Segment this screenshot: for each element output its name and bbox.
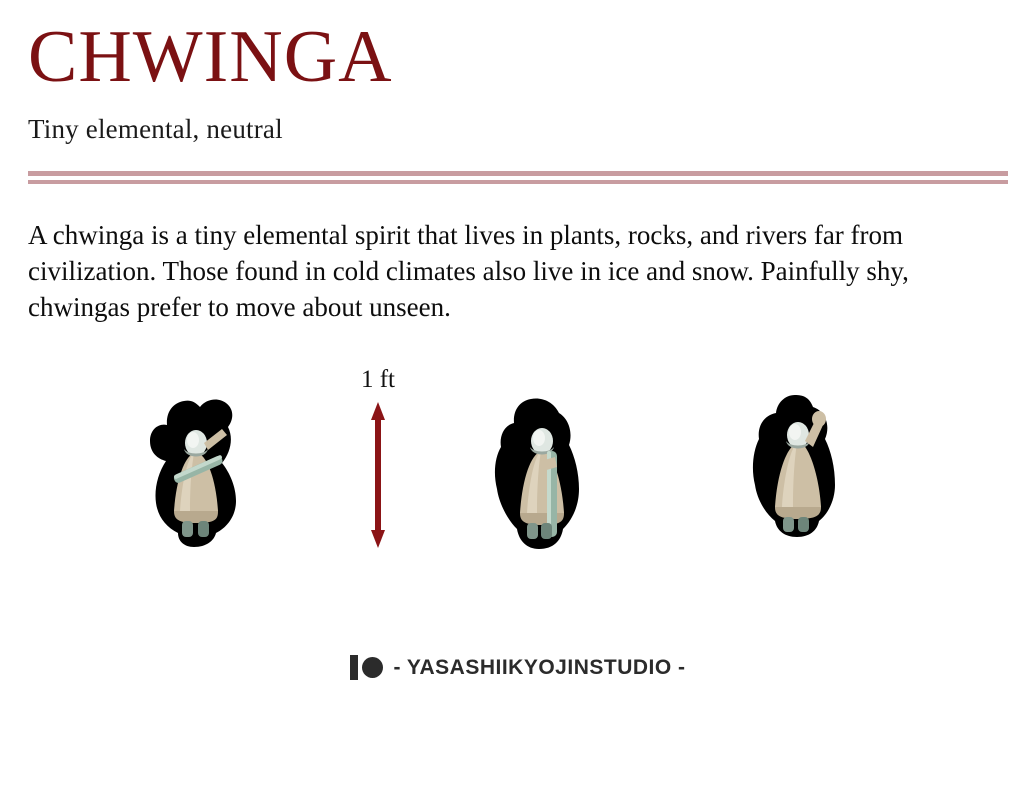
patreon-logo-bar <box>350 655 358 680</box>
divider <box>28 171 1008 184</box>
patreon-logo-icon[interactable] <box>350 655 383 680</box>
miniature-artwork-3 <box>743 393 853 543</box>
creature-type-line: Tiny elemental, neutral <box>28 114 283 145</box>
scale-label: 1 ft <box>360 366 396 394</box>
chwinga-miniature-pose-1 <box>138 395 258 555</box>
arrow-head-down-icon <box>371 530 385 548</box>
miniature-figures-row <box>28 366 1008 573</box>
miniature-artwork-1 <box>138 395 258 555</box>
chwinga-miniature-pose-2 <box>483 395 603 555</box>
page-title: CHWINGA <box>28 16 393 98</box>
chwinga-miniature-pose-3 <box>743 393 853 543</box>
patreon-logo-dot <box>362 657 383 678</box>
footer-credit <box>0 655 1036 680</box>
miniature-artwork-2 <box>483 395 603 555</box>
arrow-shaft <box>375 418 381 532</box>
double-arrow-vertical-icon <box>371 402 385 548</box>
scale-indicator <box>333 366 423 555</box>
creature-description: A chwinga is a tiny elemental spirit that lives in plants, rocks, and rivers far from civilization. Those found in cold climates also live in ice and snow. Painfully shy, chwingas prefer to move about unseen. <box>28 220 909 322</box>
studio-credit-label: - YASASHIIKYOJINSTUDIO - <box>393 655 686 679</box>
